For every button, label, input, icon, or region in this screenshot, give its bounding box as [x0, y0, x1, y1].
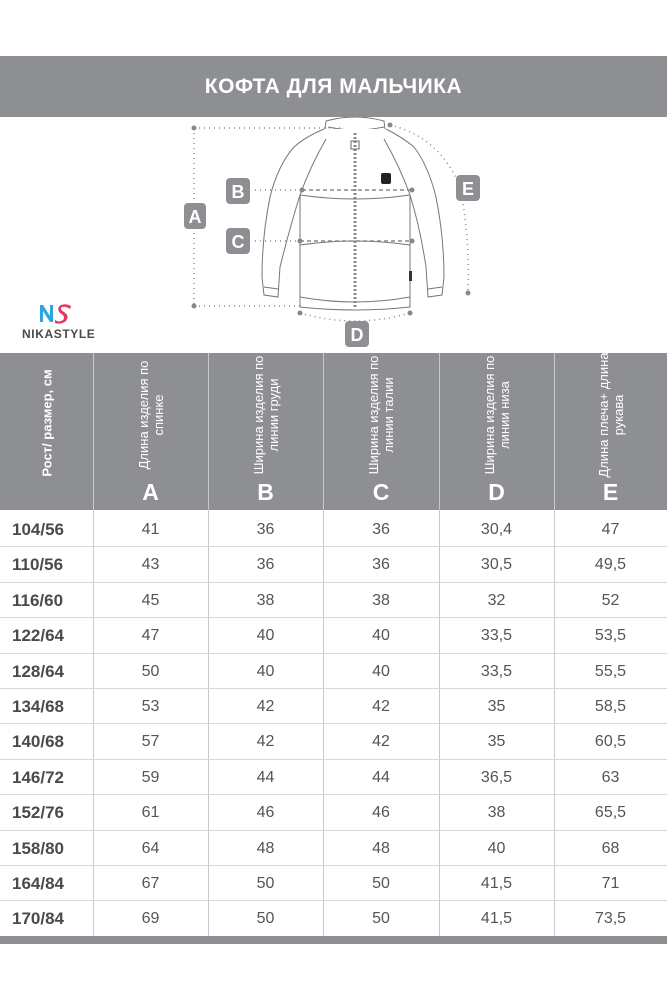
value-cell: 47	[601, 521, 620, 538]
value-cell: 50	[256, 910, 275, 928]
header-size	[0, 353, 93, 510]
value-cell: 57	[141, 733, 160, 751]
svg-text:E: E	[461, 179, 475, 199]
value-cell: 53	[141, 698, 160, 715]
size-cell: 164/84	[12, 874, 64, 893]
value-cell: 71	[601, 875, 620, 892]
header-letter: A	[142, 479, 159, 505]
title-bar	[0, 56, 667, 117]
logo-text: NIKASTYLE	[22, 327, 96, 341]
value-cell: 50	[372, 875, 390, 892]
header-letter: B	[257, 479, 274, 505]
size-cell: 152/76	[12, 803, 64, 823]
value-cell: 61	[141, 804, 160, 822]
value-cell: 46	[256, 804, 275, 822]
label-a	[184, 203, 206, 229]
value-cell: 42	[372, 698, 390, 715]
size-cell: 122/64	[12, 626, 64, 646]
label-e	[456, 175, 480, 201]
value-cell: 69	[141, 910, 160, 928]
value-cell: 42	[256, 698, 275, 715]
value-cell: 53,5	[594, 627, 627, 645]
value-cell: 40	[256, 627, 275, 645]
brand-logo	[22, 302, 102, 342]
nikastyle-logo-icon	[39, 302, 73, 324]
header-col-b	[208, 353, 323, 510]
header-label: Рост/ размер, см	[39, 369, 54, 477]
value-cell: 73,5	[594, 910, 627, 928]
value-cell: 36	[256, 556, 275, 574]
size-cell: 170/84	[12, 909, 64, 929]
value-cell: 36	[256, 521, 275, 538]
svg-text:C: C	[231, 232, 245, 252]
header-letter: C	[372, 479, 390, 505]
size-cell: 140/68	[12, 732, 64, 752]
label-d	[345, 321, 369, 347]
value-cell: 38	[372, 591, 390, 609]
value-cell: 42	[256, 733, 275, 751]
header-label: Ширина изделия по линии низа	[481, 355, 512, 475]
value-cell: 33,5	[480, 627, 513, 645]
table-row	[0, 512, 667, 547]
header-label: Длина изделия по спинке	[135, 360, 166, 470]
size-cell: 110/56	[12, 555, 64, 575]
svg-text:D: D	[350, 325, 364, 345]
value-cell: 58,5	[594, 698, 627, 715]
label-b	[226, 178, 250, 204]
size-cell: 116/60	[12, 590, 64, 610]
value-cell: 41	[141, 521, 160, 538]
table-row	[0, 866, 667, 901]
value-cell: 65,5	[594, 804, 627, 822]
table-row	[0, 689, 667, 724]
size-cell: 134/68	[12, 697, 64, 716]
chest-patch	[381, 173, 391, 184]
header-label: Ширина изделия по линии груди	[250, 355, 281, 475]
svg-text:A: A	[188, 207, 202, 227]
value-cell: 38	[487, 804, 506, 822]
table-row	[0, 760, 667, 795]
header-col-d	[439, 353, 554, 510]
value-cell: 48	[372, 839, 390, 857]
value-cell: 45	[141, 591, 160, 609]
bottom-bar	[0, 936, 667, 944]
value-cell: 46	[372, 804, 390, 822]
table-row	[0, 724, 667, 759]
size-cell: 128/64	[12, 661, 64, 681]
table-header	[0, 353, 667, 510]
value-cell: 40	[372, 627, 390, 645]
value-cell: 63	[601, 768, 620, 786]
header-col-c	[323, 353, 439, 510]
value-cell: 68	[601, 839, 620, 857]
value-cell: 36	[372, 556, 390, 574]
value-cell: 67	[141, 875, 160, 892]
value-cell: 60,5	[594, 733, 627, 751]
value-cell: 52	[601, 591, 620, 609]
size-cell: 146/72	[12, 767, 64, 787]
value-cell: 55,5	[594, 662, 627, 680]
value-cell: 33,5	[480, 662, 513, 680]
value-cell: 50	[256, 875, 275, 892]
table-row	[0, 795, 667, 830]
value-cell: 50	[372, 910, 390, 928]
value-cell: 30,4	[480, 521, 513, 538]
header-label: Длина плеча+ длина рукава	[595, 352, 626, 478]
value-cell: 50	[141, 662, 160, 680]
size-cell: 104/56	[12, 520, 64, 539]
value-cell: 64	[141, 839, 160, 857]
header-col-e	[554, 353, 667, 510]
header-letter: E	[602, 479, 619, 505]
value-cell: 40	[372, 662, 390, 680]
table-row	[0, 901, 667, 936]
table-row	[0, 547, 667, 582]
table-row	[0, 618, 667, 653]
svg-text:B: B	[231, 182, 245, 202]
value-cell: 48	[256, 839, 275, 857]
value-cell: 42	[372, 733, 390, 751]
value-cell: 43	[141, 556, 160, 574]
header-col-a	[93, 353, 208, 510]
value-cell: 41,5	[480, 910, 513, 928]
value-cell: 38	[256, 591, 275, 609]
header-label: Ширина изделия по линии талии	[366, 355, 396, 475]
value-cell: 30,5	[480, 556, 513, 574]
table-row	[0, 583, 667, 618]
value-cell: 49,5	[594, 556, 627, 574]
value-cell: 47	[141, 627, 160, 645]
value-cell: 44	[256, 768, 275, 786]
value-cell: 32	[487, 591, 506, 609]
value-cell: 35	[487, 698, 506, 715]
page-title: КОФТА ДЛЯ МАЛЬЧИКА	[204, 75, 463, 98]
table-row	[0, 831, 667, 866]
size-cell: 158/80	[12, 838, 64, 858]
table-row	[0, 654, 667, 689]
value-cell: 40	[256, 662, 275, 680]
value-cell: 35	[487, 733, 506, 751]
header-letter: D	[488, 479, 505, 505]
value-cell: 36	[372, 521, 390, 538]
label-c	[226, 228, 250, 254]
value-cell: 40	[487, 839, 506, 857]
value-cell: 44	[372, 768, 390, 786]
value-cell: 59	[141, 768, 160, 786]
value-cell: 41,5	[480, 875, 513, 892]
value-cell: 36,5	[480, 768, 513, 786]
